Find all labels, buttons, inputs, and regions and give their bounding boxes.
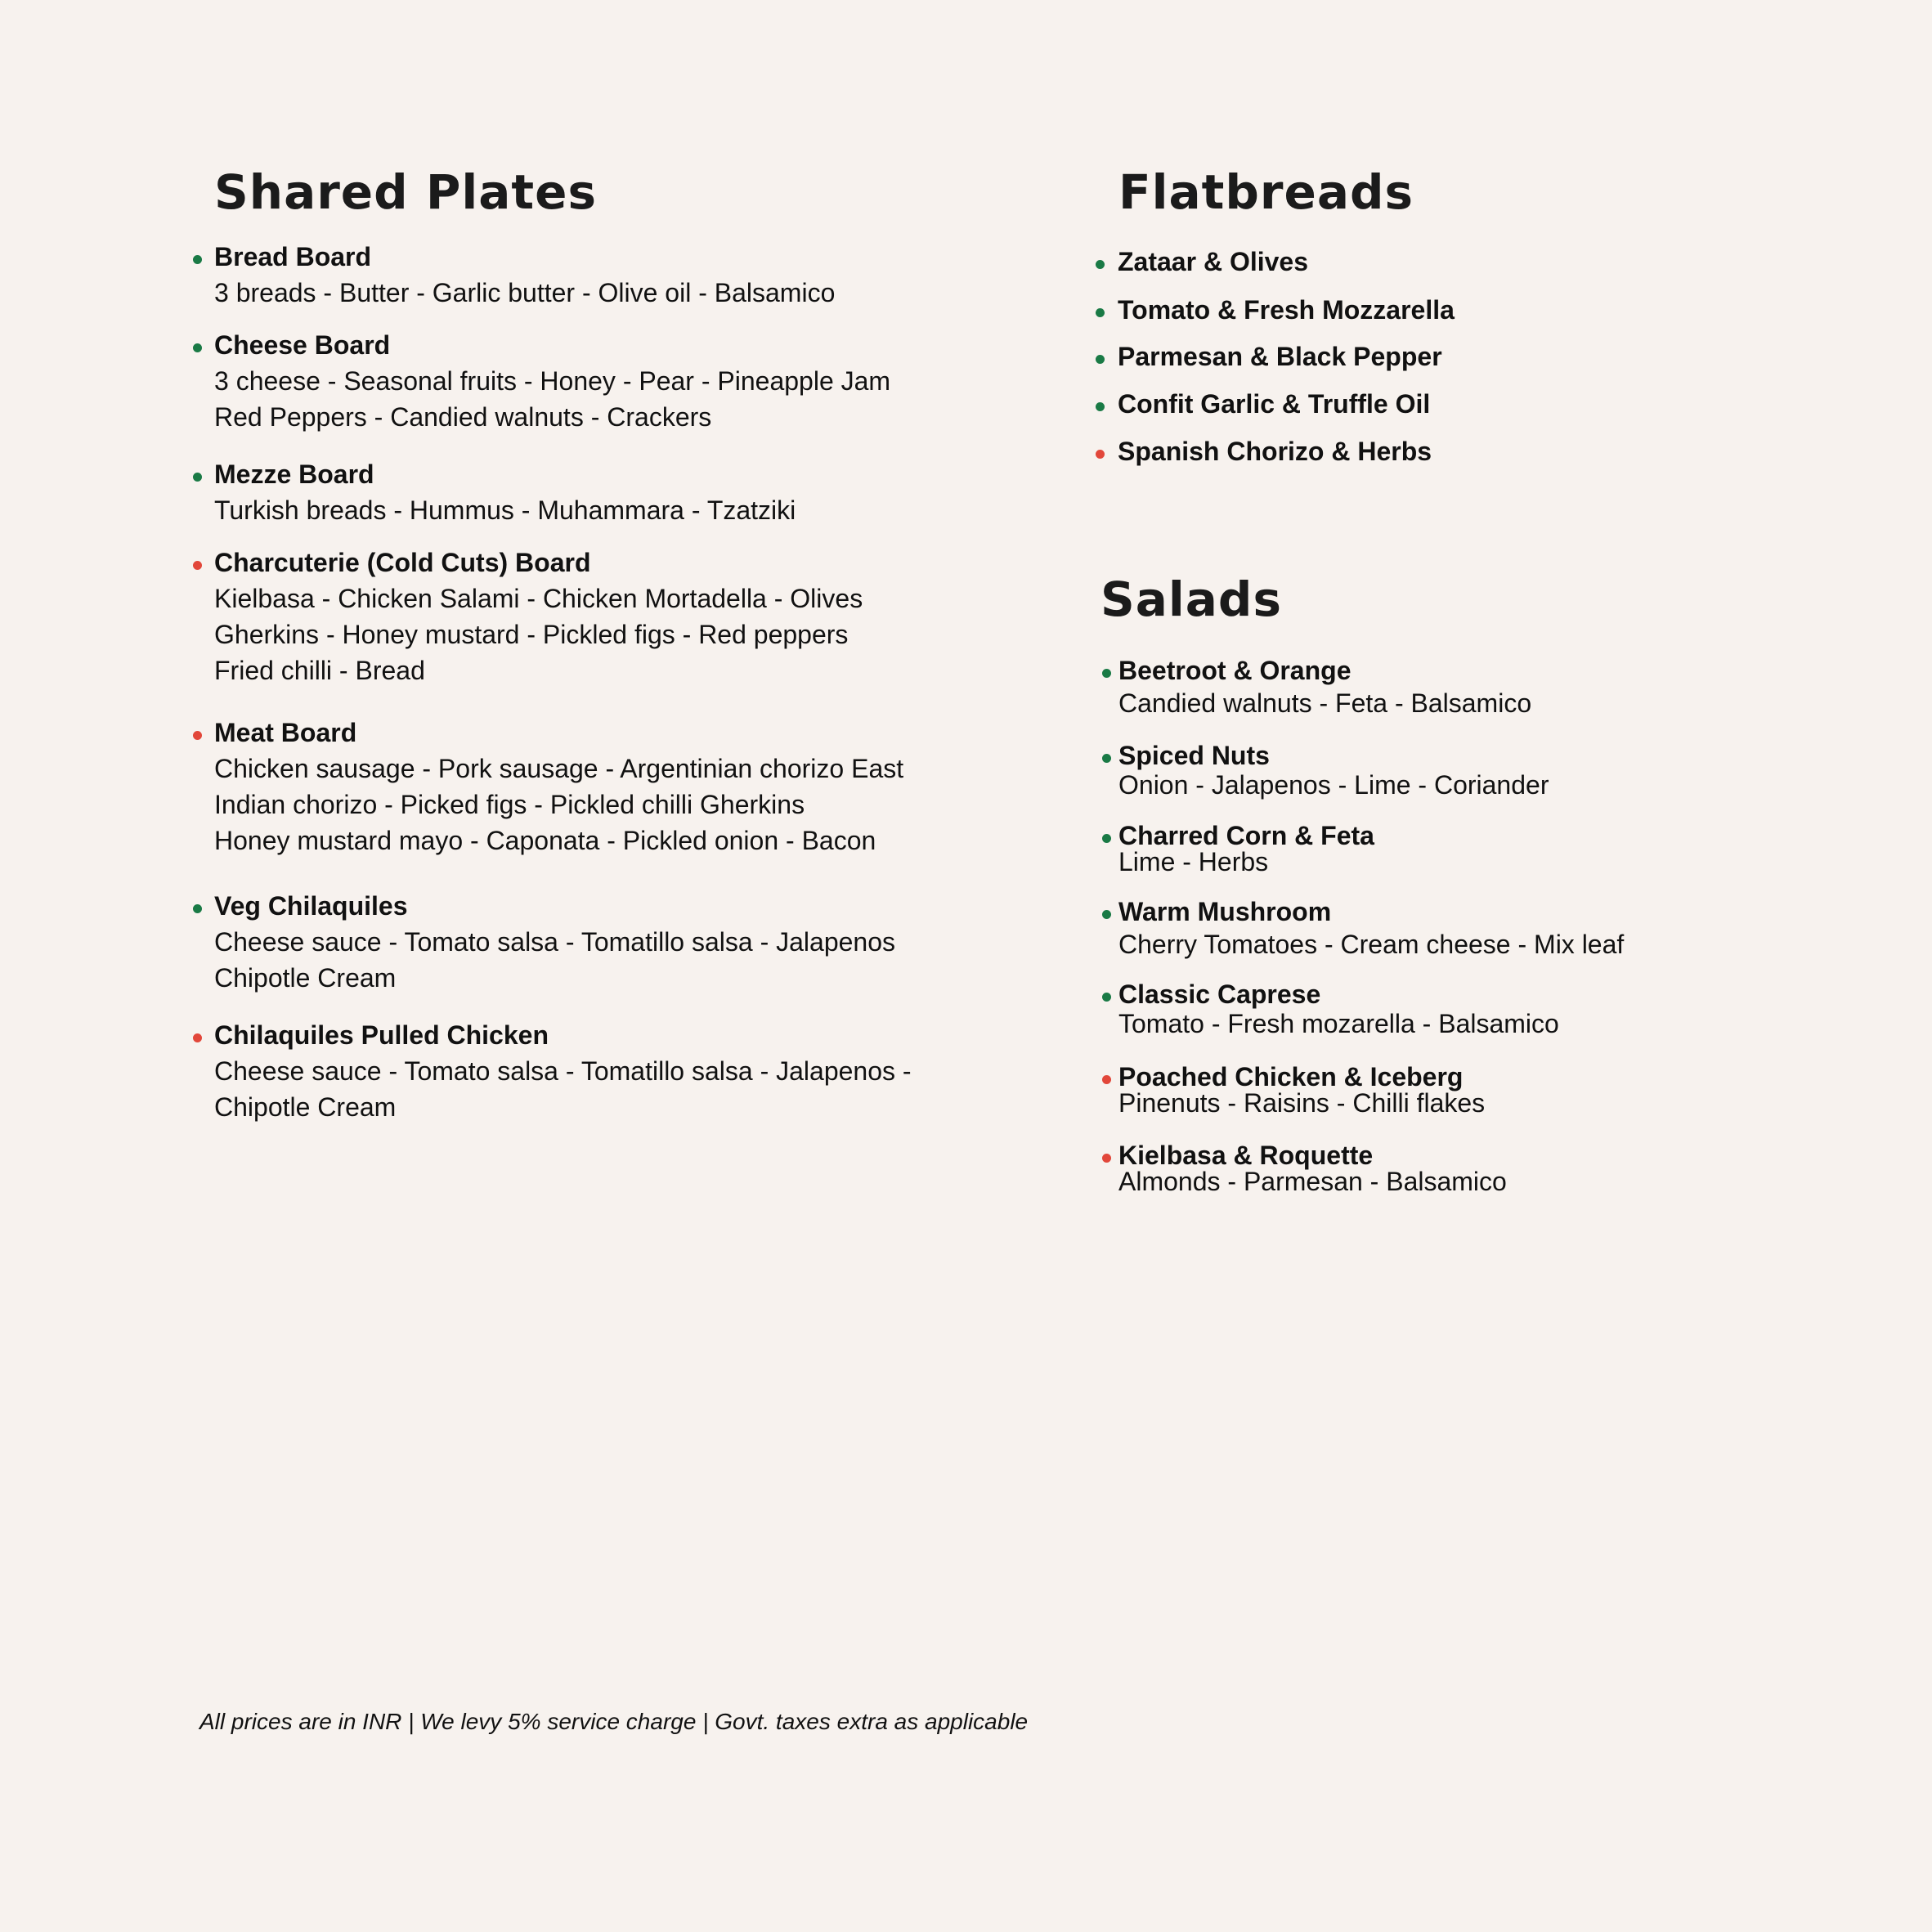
item-description: Turkish breads - Hummus - Muhammara - Tzatziki: [214, 495, 796, 525]
item-name: Spanish Chorizo & Herbs: [1118, 437, 1432, 466]
item-description: Red Peppers - Candied walnuts - Crackers: [214, 402, 712, 432]
veg-indicator-icon: [1102, 834, 1111, 843]
veg-indicator-icon: [1096, 260, 1105, 269]
nonveg-indicator-icon: [193, 1033, 202, 1042]
item-description: Lime - Herbs: [1118, 847, 1269, 876]
item-description: Kielbasa - Chicken Salami - Chicken Mortadella - Olives: [214, 584, 863, 613]
item-name: Zataar & Olives: [1118, 247, 1308, 276]
item-name: Charred Corn & Feta: [1118, 821, 1374, 850]
veg-indicator-icon: [1096, 355, 1105, 364]
item-description: Chicken sausage - Pork sausage - Argentinian chorizo East: [214, 754, 904, 783]
veg-indicator-icon: [193, 343, 202, 352]
item-description: Cheese sauce - Tomato salsa - Tomatillo salsa - Jalapenos: [214, 927, 896, 957]
item-name: Kielbasa & Roquette: [1118, 1141, 1374, 1170]
item-description: Cheese sauce - Tomato salsa - Tomatillo salsa - Jalapenos -: [214, 1056, 912, 1086]
item-name: Poached Chicken & Iceberg: [1118, 1062, 1464, 1092]
veg-indicator-icon: [1102, 669, 1111, 678]
item-description: Chipotle Cream: [214, 963, 397, 993]
flatbreads-title: Flatbreads: [1118, 164, 1414, 220]
pricing-footnote: All prices are in INR | We levy 5% service charge | Govt. taxes extra as applicable: [199, 1709, 1029, 1734]
veg-indicator-icon: [193, 255, 202, 264]
item-description: 3 breads - Butter - Garlic butter - Olive oil - Balsamico: [214, 278, 836, 307]
veg-indicator-icon: [1096, 308, 1105, 317]
nonveg-indicator-icon: [193, 561, 202, 570]
veg-indicator-icon: [1102, 910, 1111, 919]
veg-indicator-icon: [1102, 754, 1111, 763]
salads-title: Salads: [1100, 572, 1282, 627]
item-name: Beetroot & Orange: [1118, 656, 1352, 685]
item-name: Bread Board: [214, 242, 372, 271]
nonveg-indicator-icon: [1096, 450, 1105, 459]
item-description: Gherkins - Honey mustard - Pickled figs - Red peppers: [214, 620, 849, 649]
item-name: Meat Board: [214, 718, 357, 747]
item-name: Mezze Board: [214, 459, 374, 489]
nonveg-indicator-icon: [193, 731, 202, 740]
item-name: Parmesan & Black Pepper: [1118, 342, 1442, 371]
item-name: Cheese Board: [214, 330, 391, 360]
item-description: Cherry Tomatoes - Cream cheese - Mix leaf: [1118, 930, 1625, 959]
item-description: Almonds - Parmesan - Balsamico: [1118, 1167, 1507, 1196]
veg-indicator-icon: [193, 473, 202, 482]
item-description: Candied walnuts - Feta - Balsamico: [1118, 688, 1532, 718]
veg-indicator-icon: [1096, 402, 1105, 411]
shared-plates-title: Shared Plates: [214, 164, 597, 220]
item-description: Onion - Jalapenos - Lime - Coriander: [1118, 770, 1549, 800]
item-description: 3 cheese - Seasonal fruits - Honey - Pear - Pineapple Jam: [214, 366, 891, 396]
item-name: Classic Caprese: [1118, 979, 1321, 1009]
item-description: Honey mustard mayo - Caponata - Pickled onion - Bacon: [214, 826, 876, 855]
item-name: Warm Mushroom: [1118, 897, 1332, 926]
item-name: Charcuterie (Cold Cuts) Board: [214, 548, 591, 577]
veg-indicator-icon: [1102, 993, 1111, 1002]
item-description: Tomato - Fresh mozarella - Balsamico: [1118, 1009, 1559, 1038]
item-name: Spiced Nuts: [1118, 741, 1270, 770]
item-description: Pinenuts - Raisins - Chilli flakes: [1118, 1088, 1486, 1118]
item-name: Tomato & Fresh Mozzarella: [1118, 295, 1455, 325]
nonveg-indicator-icon: [1102, 1075, 1111, 1084]
veg-indicator-icon: [193, 904, 202, 913]
item-name: Veg Chilaquiles: [214, 891, 408, 921]
item-description: Fried chilli - Bread: [214, 656, 425, 685]
item-description: Indian chorizo - Picked figs - Pickled chilli Gherkins: [214, 790, 805, 819]
item-name: Chilaquiles Pulled Chicken: [214, 1020, 549, 1050]
nonveg-indicator-icon: [1102, 1154, 1111, 1163]
item-description: Chipotle Cream: [214, 1092, 397, 1122]
item-name: Confit Garlic & Truffle Oil: [1118, 389, 1431, 419]
